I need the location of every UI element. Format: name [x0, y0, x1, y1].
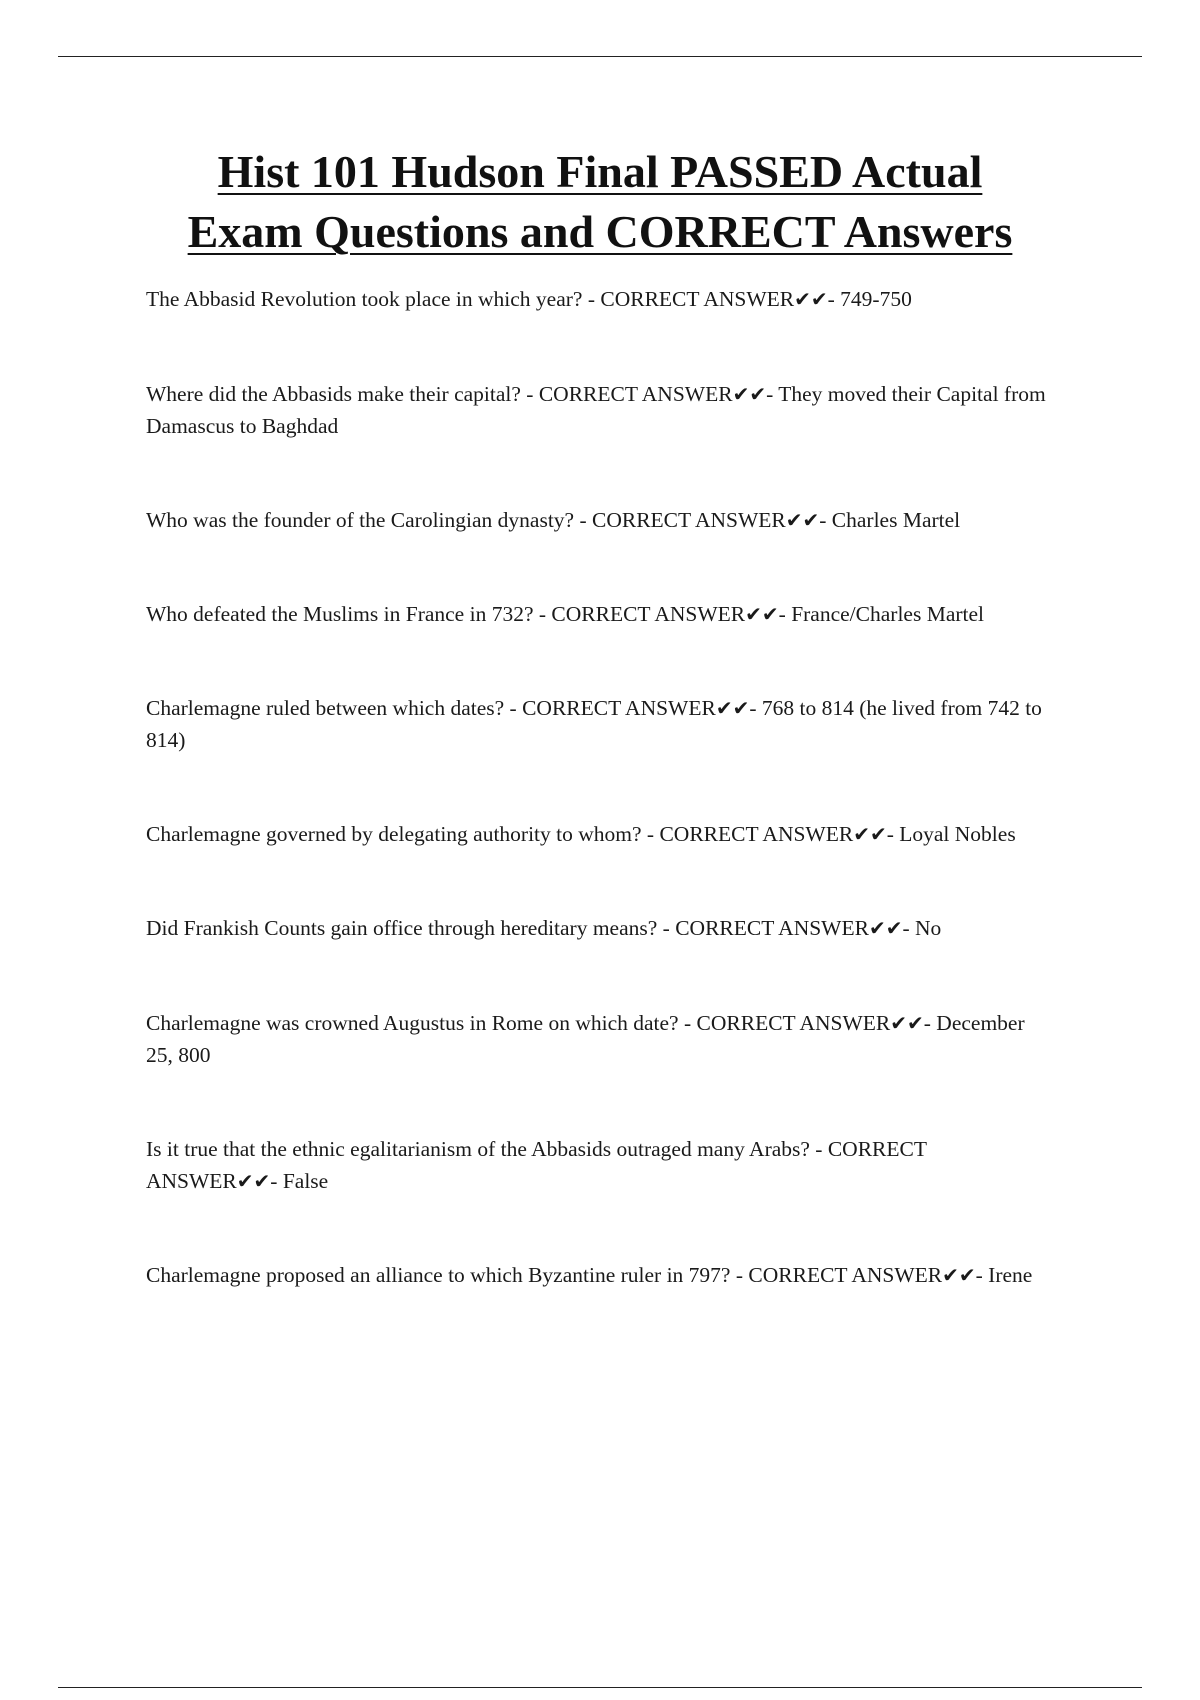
answer-marker: CORRECT ANSWER	[696, 1011, 891, 1035]
answer-text: - Charles Martel	[819, 508, 961, 532]
check-icon: ✔✔	[853, 822, 887, 846]
qa-list	[146, 283, 1056, 1353]
question-text: Who defeated the Muslims in France in 732? -	[146, 602, 552, 626]
answer-marker: CORRECT ANSWER	[592, 508, 786, 532]
answer-marker: CORRECT ANSWER	[675, 916, 869, 940]
question-text: Charlemagne governed by delegating authority to whom? -	[146, 822, 660, 846]
answer-marker: CORRECT ANSWER	[659, 822, 854, 846]
answer-text: - France/Charles Martel	[778, 602, 985, 626]
question-text: The Abbasid Revolution took place in which year? -	[146, 287, 601, 311]
qa-item-7	[146, 912, 1056, 944]
bottom-rule	[58, 1687, 1142, 1688]
answer-text: - They moved their Capital from Damascus to Baghdad	[146, 382, 1046, 438]
qa-item-2	[146, 378, 1056, 442]
question-text: Who was the founder of the Carolingian dynasty? -	[146, 508, 592, 532]
question-text: Charlemagne proposed an alliance to which Byzantine ruler in 797? -	[146, 1263, 749, 1287]
answer-text: - False	[270, 1169, 329, 1193]
check-icon: ✔✔	[868, 916, 903, 940]
check-icon: ✔✔	[745, 602, 779, 626]
question-text: Did Frankish Counts gain office through hereditary means? -	[146, 916, 676, 940]
title-line-2: Exam Questions and CORRECT Answers	[187, 206, 1013, 257]
qa-item-9	[146, 1133, 1056, 1197]
answer-marker: CORRECT ANSWER	[146, 1137, 927, 1193]
answer-text: - December 25, 800	[146, 1011, 1025, 1067]
qa-item-5	[146, 692, 1056, 756]
answer-text: - Irene	[975, 1263, 1033, 1287]
top-rule	[58, 56, 1142, 57]
answer-marker: CORRECT ANSWER	[748, 1263, 943, 1287]
title-line-1: Hist 101 Hudson Final PASSED Actual	[217, 146, 983, 197]
check-icon: ✔✔	[794, 287, 828, 311]
answer-text: - 749-750	[827, 287, 912, 311]
answer-marker: CORRECT ANSWER	[551, 602, 746, 626]
question-text: Charlemagne ruled between which dates? -	[146, 696, 523, 720]
qa-item-6	[146, 818, 1056, 850]
qa-item-4	[146, 598, 1056, 630]
question-text: Charlemagne was crowned Augustus in Rome on which date? -	[146, 1011, 697, 1035]
qa-item-1	[146, 283, 1056, 315]
question-text: Where did the Abbasids make their capital? -	[146, 382, 539, 406]
check-icon: ✔✔	[785, 508, 820, 532]
check-icon: ✔✔	[236, 1169, 271, 1193]
document-title	[80, 142, 1120, 262]
qa-item-10	[146, 1259, 1056, 1291]
answer-text: - Loyal Nobles	[886, 822, 1016, 846]
answer-text: - 768 to 814 (he lived from 742 to 814)	[146, 696, 1042, 752]
qa-item-8	[146, 1007, 1056, 1071]
check-icon: ✔✔	[942, 1263, 976, 1287]
answer-marker: CORRECT ANSWER	[522, 696, 716, 720]
check-icon: ✔✔	[890, 1011, 924, 1035]
qa-item-3	[146, 504, 1056, 536]
check-icon: ✔✔	[715, 696, 750, 720]
answer-text: - No	[902, 916, 942, 940]
question-text: Is it true that the ethnic egalitarianism of the Abbasids outraged many Arabs? -	[146, 1137, 828, 1161]
check-icon: ✔✔	[732, 382, 767, 406]
answer-marker: CORRECT ANSWER	[600, 287, 795, 311]
answer-marker: CORRECT ANSWER	[538, 382, 733, 406]
